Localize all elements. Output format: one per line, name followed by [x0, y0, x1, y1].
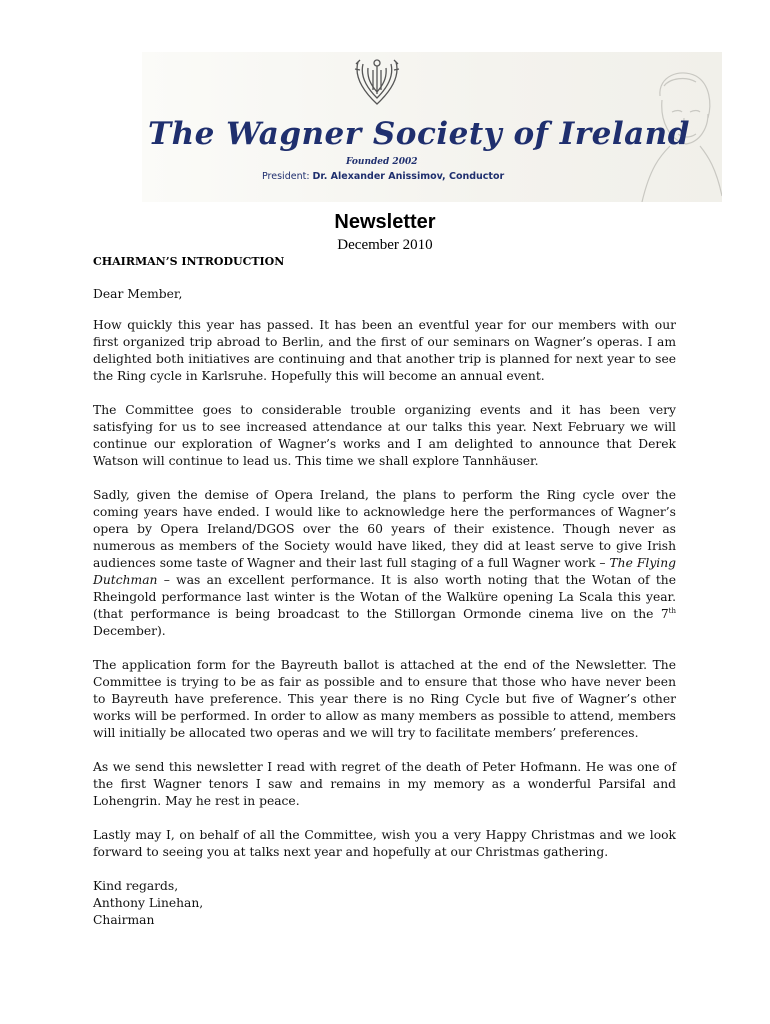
- president-name: Dr. Alexander Anissimov, Conductor: [312, 171, 505, 182]
- signer-name: Anthony Linehan,: [93, 896, 204, 910]
- signoff: [93, 878, 676, 929]
- president-label: President:: [262, 171, 310, 182]
- letter-body: [93, 286, 676, 929]
- founded-line: Founded 2002: [346, 157, 418, 167]
- ordinal-suffix: th: [668, 606, 676, 615]
- closing: Kind regards,: [93, 879, 179, 893]
- paragraph-2: The Committee goes to considerable trouble organizing events and it has been very satisfying for us to see increased attendance at our talks this year. Next February we will continue our exploration of Wagner’s works and I am delighted to announce that Derek Watson will continue to lead us. This time we shall explore Tannhäuser.: [93, 403, 676, 468]
- section-heading: CHAIRMAN’S INTRODUCTION: [93, 255, 285, 268]
- paragraph-3-part-c: December).: [93, 624, 166, 638]
- signer-title: Chairman: [93, 913, 155, 927]
- society-name: The Wagner Society of Ireland: [148, 116, 690, 152]
- paragraph-1: How quickly this year has passed. It has been an eventful year for our members with our first organized trip abroad to Berlin, and the first of our seminars on Wagner’s operas. I am delighted both initiatives are continuing and that another trip is planned for next year to see the Ring cycle in Karlsruhe. Hopefully this will become an annual event.: [93, 318, 676, 383]
- paragraph-5: As we send this newsletter I read with regret of the death of Peter Hofmann. He was one of the first Wagner tenors I saw and remains in my memory as a wonderful Parsifal and Lohengrin. May he rest in peace.: [93, 760, 676, 808]
- lyre-emblem-icon: [352, 56, 402, 108]
- paragraph-3-part-a: Sadly, given the demise of Opera Ireland, the plans to perform the Ring cycle over the coming years have ended. I would like to acknowledge here the performances of Wagner’s opera by Opera Ireland/DGOS over the 60 years of their existence. Though never as numerous as members of the Society would have liked, they did at least serve to give Irish audiences some taste of Wagner and their last full staging of a full Wagner work –: [93, 488, 676, 570]
- newsletter-title: Newsletter: [334, 211, 436, 233]
- opera-title: The Flying Dutchman: [93, 556, 676, 587]
- paragraph-3-part-b: – was an excellent performance. It is also worth noting that the Wotan of the Rheingold performance last winter is the Wotan of the Walküre opening La Scala this year. (that performance is being broadcast to the Stillorgan Ormonde cinema live on the 7: [93, 573, 676, 621]
- president-line: [262, 171, 504, 182]
- paragraph-6: Lastly may I, on behalf of all the Committee, wish you a very Happy Christmas and we look forward to seeing you at talks next year and hopefully at our Christmas gathering.: [93, 828, 676, 859]
- paragraph-4: The application form for the Bayreuth ballot is attached at the end of the Newsletter. The Committee is trying to be as fair as possible and to ensure that those who have never been to Bayreuth have preference. This year there is no Ring Cycle but five of Wagner’s other works will be performed. In order to allow as many members as possible to attend, members will initially be allocated two operas and we will try to facilitate members’ preferences.: [93, 658, 676, 740]
- paragraph-3: [93, 487, 676, 640]
- salutation: Dear Member,: [93, 287, 183, 301]
- newsletter-date: December 2010: [337, 237, 433, 253]
